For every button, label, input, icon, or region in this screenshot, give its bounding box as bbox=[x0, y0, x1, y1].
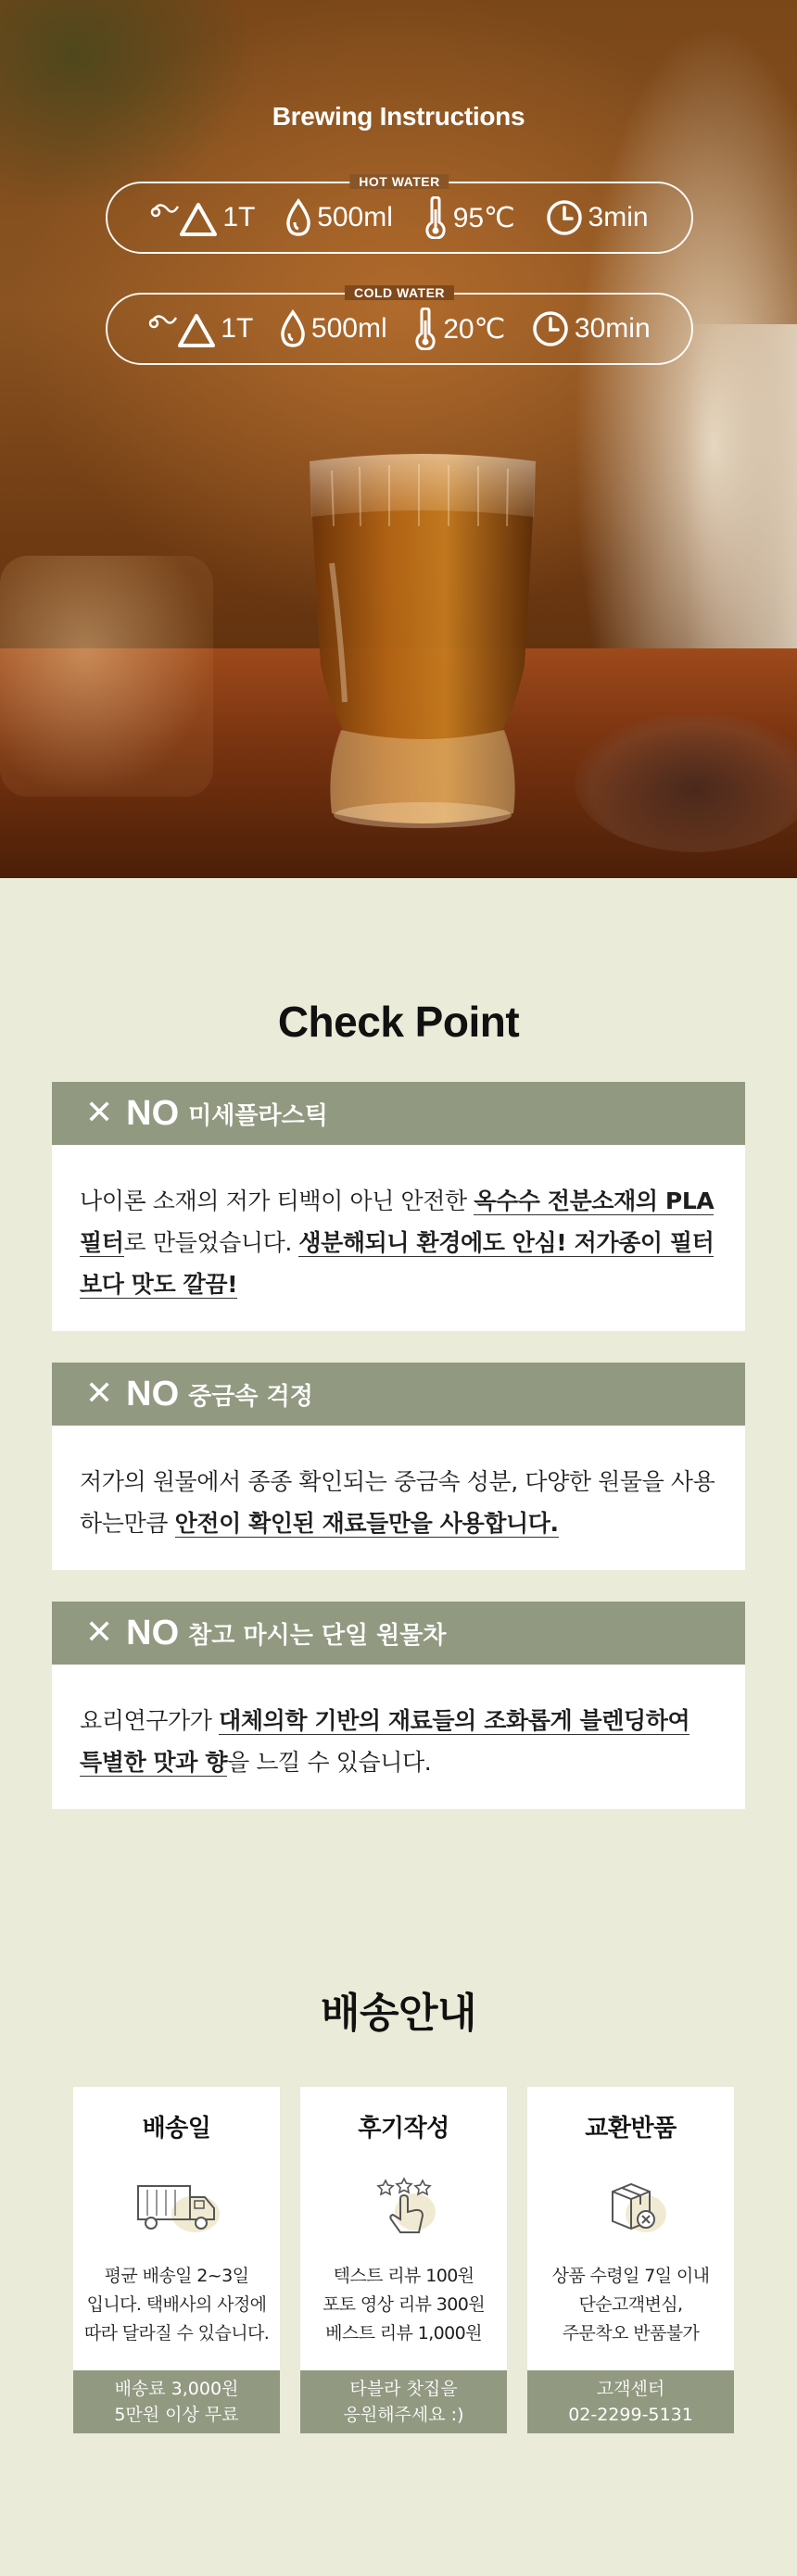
x-mark-icon: ✕ bbox=[85, 1375, 114, 1413]
delivery-card-desc: 평균 배송일 2~3일 입니다. 택배사의 사정에 따라 달라질 수 있습니다. bbox=[83, 2266, 270, 2344]
delivery-card-desc: 텍스트 리뷰 100원 포토 영상 리뷰 300원 베스트 리뷰 1,000원 bbox=[322, 2266, 486, 2344]
check-point-heading: 참고 마시는 단일 원물차 bbox=[188, 1621, 447, 1650]
delivery-card-footer: 타블라 찻집을 응원해주세요 :) bbox=[300, 2370, 507, 2433]
body-text: 로 만들었습니다. bbox=[123, 1229, 299, 1256]
water-amount bbox=[280, 309, 387, 348]
delivery-card-shipping bbox=[73, 2087, 280, 2433]
hot-water-label: HOT WATER bbox=[349, 174, 449, 189]
brewing-hero bbox=[0, 0, 797, 878]
body-text: 요리연구가가 bbox=[80, 1707, 220, 1734]
delivery-card-title: 배송일 bbox=[142, 2115, 211, 2142]
check-point-header bbox=[52, 1363, 745, 1426]
check-point-heading: 미세플라스틱 bbox=[188, 1101, 328, 1130]
body-text: 나이론 소재의 저가 티백이 아닌 안전한 bbox=[80, 1187, 474, 1214]
temperature bbox=[413, 308, 505, 350]
thermometer-icon bbox=[413, 308, 437, 350]
temperature bbox=[424, 196, 515, 239]
delivery-card-return bbox=[527, 2087, 734, 2433]
tea-glass-image bbox=[304, 452, 541, 832]
delivery-card-title: 후기작성 bbox=[358, 2115, 449, 2142]
check-point-card bbox=[52, 1602, 745, 1809]
x-mark-icon: ✕ bbox=[85, 1614, 114, 1652]
water-value: 500ml bbox=[317, 202, 393, 232]
check-point-title: Check Point bbox=[277, 998, 520, 1046]
brewing-title: Brewing Instructions bbox=[272, 102, 525, 131]
highlighted-text: 안전이 확인된 재료들만을 사용합니다. bbox=[174, 1510, 559, 1537]
water-value: 500ml bbox=[310, 313, 387, 344]
steep-time-value: 3min bbox=[588, 202, 649, 232]
body-text: 을 느낄 수 있습니다. bbox=[227, 1749, 432, 1776]
steep-time bbox=[532, 310, 651, 347]
cold-water-panel bbox=[106, 285, 693, 365]
delivery-truck-icon bbox=[131, 2177, 223, 2236]
check-point-heading: 중금속 걱정 bbox=[188, 1382, 313, 1411]
check-point-header bbox=[52, 1082, 745, 1145]
review-stars-hand-icon bbox=[358, 2177, 450, 2236]
check-point-body bbox=[52, 1145, 745, 1331]
delivery-title: 배송안내 bbox=[320, 1991, 476, 2036]
water-amount bbox=[285, 198, 393, 237]
delivery-section bbox=[0, 1841, 797, 2572]
body-text: 저가의 원물에서 종종 확인되는 중금속 성분, 다양한 원물을 사용하는만큼 bbox=[80, 1468, 715, 1537]
check-point-card bbox=[52, 1363, 745, 1570]
highlighted-text: 생분해되니 환경에도 안심! 저가종이 필터보다 맛도 깔끔! bbox=[80, 1229, 715, 1298]
delivery-cards bbox=[73, 2087, 797, 2433]
check-point-body bbox=[52, 1426, 745, 1570]
highlighted-text: 옥수수 전분소재의 PLA 필터 bbox=[80, 1187, 715, 1256]
no-label: NO bbox=[126, 1093, 180, 1133]
clock-icon bbox=[546, 199, 583, 236]
hot-water-panel bbox=[106, 174, 693, 254]
highlighted-text: 대체의학 기반의 재료들의 조화롭게 블렌딩하여 특별한 맛과 향 bbox=[80, 1707, 690, 1776]
teabag-icon bbox=[148, 308, 215, 349]
teabag-amount bbox=[150, 197, 255, 238]
check-point-card bbox=[52, 1082, 745, 1331]
no-label: NO bbox=[126, 1374, 180, 1414]
delivery-card-footer: 배송료 3,000원 5만원 이상 무료 bbox=[73, 2370, 280, 2433]
water-drop-icon bbox=[285, 198, 311, 237]
teabag-value: 1T bbox=[222, 202, 256, 232]
check-point-list bbox=[0, 1082, 797, 1809]
temperature-value: 20℃ bbox=[443, 313, 506, 345]
check-point-section bbox=[0, 878, 797, 1809]
teabag-amount bbox=[148, 308, 253, 349]
cold-water-label: COLD WATER bbox=[345, 285, 454, 300]
delivery-card-title: 교환반품 bbox=[585, 2115, 677, 2142]
check-point-header bbox=[52, 1602, 745, 1665]
return-box-icon bbox=[585, 2177, 677, 2236]
water-drop-icon bbox=[280, 309, 306, 348]
steep-time-value: 30min bbox=[574, 313, 651, 344]
delivery-card-review bbox=[300, 2087, 507, 2433]
teabag-value: 1T bbox=[221, 313, 254, 344]
no-label: NO bbox=[126, 1613, 180, 1652]
steep-time bbox=[546, 199, 649, 236]
delivery-card-desc: 상품 수령일 7일 이내 단순고객변심, 주문착오 반품불가 bbox=[551, 2266, 710, 2344]
teabag-icon bbox=[150, 197, 217, 238]
temperature-value: 95℃ bbox=[452, 202, 515, 233]
check-point-body bbox=[52, 1665, 745, 1809]
thermometer-icon bbox=[424, 196, 448, 239]
background-glass-blur bbox=[0, 556, 213, 797]
x-mark-icon: ✕ bbox=[85, 1094, 114, 1132]
clock-icon bbox=[532, 310, 569, 347]
delivery-card-footer: 고객센터 02-2299-5131 bbox=[527, 2370, 734, 2433]
